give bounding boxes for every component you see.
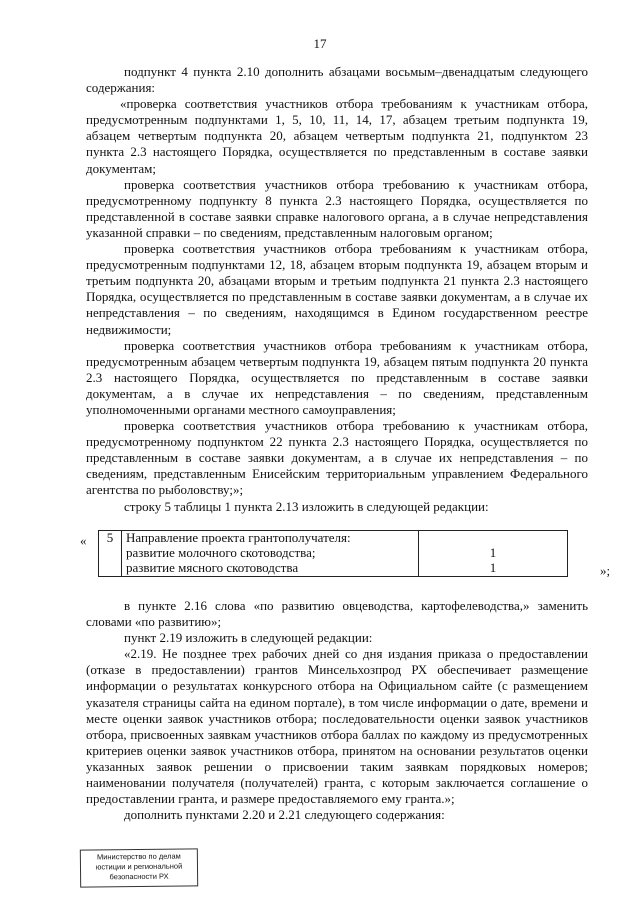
paragraph-check-1: «проверка соответствия участников отбора требованиям к участникам отбора, предусмотренным подпунктами 1, 5, 10, 11, 14, 17, абзацем третьим подпункта 19, абзацем четвертым подпункта 20, абзацем четвертым подпункта 21, подпунктом 23 пункта 2.3 настоящего Порядка, осуществляется по представленным в составе заявки документам; [86, 96, 588, 176]
stamp-line: безопасности РХ [109, 871, 169, 882]
amendments-block-1 [86, 64, 588, 515]
label-direction: Направление проекта грантополучателя: [126, 530, 351, 545]
stamp-line: Министерство по делам [96, 851, 181, 862]
paragraph-2-19-text: «2.19. Не позднее трех рабочих дней со дня издания приказа о предоставлении (отказе в предоставлении) грантов Минсельхозпрод РХ обеспечивает размещение информации о результатах конкурсного отбора на Официальном сайте (с размещением указателя страницы сайта на едином портале), в том числе информации о дате, времени и месте оценки заявок участников отбора; последовательности оценки заявок участников отбора, присвоенных заявкам участников отбора баллах по каждому из предусмотренных критериев оценки заявок участников отбора, принятом на основании результатов оценки указанных заявок решении о присвоении таким заявкам порядковых номеров; наименовании получателя (получателей) гранта, с которым заключается соглашение о предоставлении гранта, и размере предоставляемого ему гранта.»; [86, 646, 588, 807]
label-beef: развитие мясного скотоводства [126, 560, 299, 575]
value-direction [423, 531, 563, 546]
paragraph-check-5: проверка соответствия участников отбора требованию к участникам отбора, предусмотренному подпунктом 22 пункта 2.3 настоящего Порядка, осуществляется по представленным в составе заявки документам, а в случае их непредставления – по сведениям, представленным Енисейским территориальным управлением Федерального агентства по рыболовству;»; [86, 418, 588, 498]
table-1-row-5 [98, 530, 568, 577]
page-number: 17 [313, 36, 327, 51]
ministry-stamp [80, 848, 198, 887]
stamp-line: юстиции и региональной [95, 861, 183, 872]
table-row-5-block [64, 530, 624, 582]
amendments-block-2 [86, 598, 588, 823]
label-dairy: развитие молочного скотоводства; [126, 545, 316, 560]
value-dairy: 1 [489, 545, 497, 560]
value-beef: 1 [489, 560, 497, 575]
row-labels-cell [122, 531, 419, 577]
open-quote: « [80, 533, 87, 548]
row-number-cell: 5 [99, 531, 122, 577]
paragraph-check-4: проверка соответствия участников отбора требованиям к участникам отбора, предусмотренным абзацем четвертым подпункта 19, абзацем пятым подпункта 20 пункта 2.3 настоящего Порядка, осуществляется по представленным в составе заявки документам, а в случае их непредставления – по сведениям, представленным уполномоченными органами местного самоуправления; [86, 337, 588, 417]
paragraph-2-16: в пункте 2.16 слова «по развитию овцеводства, картофелеводства,» заменить словами «по развитию»; [86, 598, 588, 630]
paragraph-table-intro: строку 5 таблицы 1 пункта 2.13 изложить в следующей редакции: [124, 498, 489, 514]
close-quote: »; [600, 563, 611, 578]
row-values-cell [419, 531, 568, 577]
paragraph-check-2: проверка соответствия участников отбора требованию к участникам отбора, предусмотренному подпункту 8 пункта 2.3 настоящего Порядка, осуществляется по представленной в составе заявки справке налогового органа, а в случае непредставления указанной справки – по сведениям, представленным налоговым органом; [86, 176, 588, 240]
table-row [99, 531, 568, 577]
paragraph-check-3: проверка соответствия участников отбора требованиям к участникам отбора, предусмотренным подпунктами 12, 18, абзацем вторым подпункта 19, абзацем вторым и третьим подпункта 20, абзацами вторым и третьим подпункта 21 пункта 2.3 настоящего Порядка, осуществляется по представленным в составе заявки документам, а в случае их непредставления – по сведениям, находящимся в Едином государственном реестре недвижимости; [86, 241, 588, 337]
paragraph-intro: подпункт 4 пункта 2.10 дополнить абзацами восьмым–двенадцатым следующего содержания: [86, 64, 588, 96]
paragraph-2-20-2-21-intro: дополнить пунктами 2.20 и 2.21 следующего содержания: [124, 807, 445, 823]
paragraph-2-19-intro: пункт 2.19 изложить в следующей редакции: [124, 630, 373, 646]
